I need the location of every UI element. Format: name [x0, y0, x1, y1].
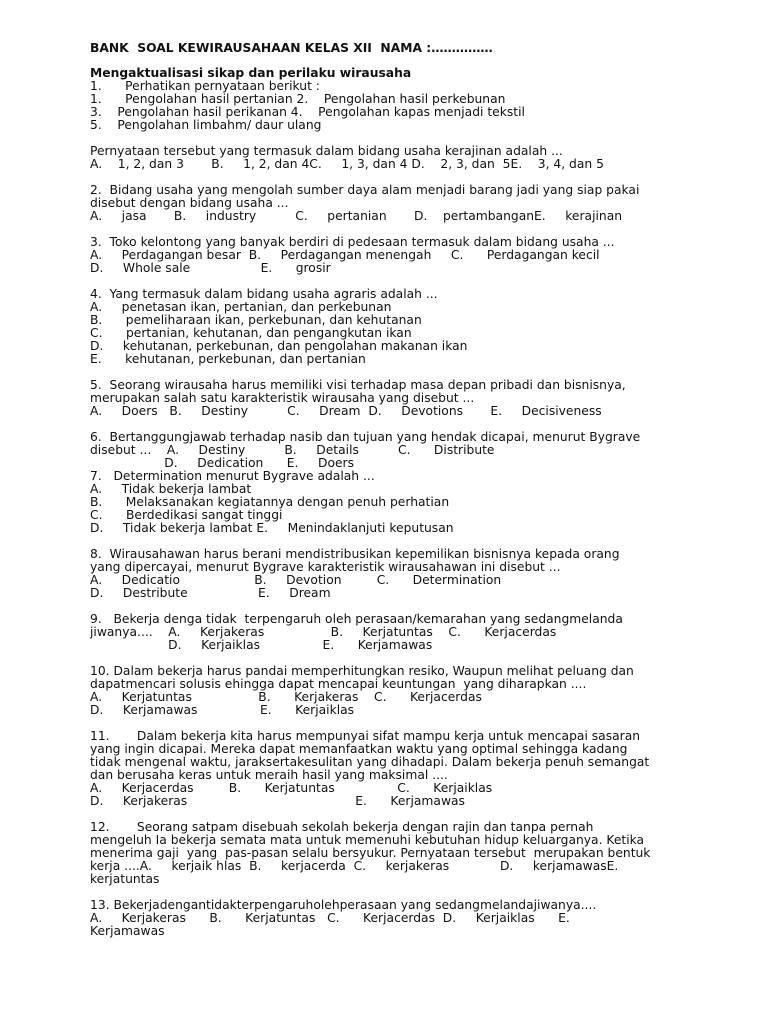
text-line: D. Destribute E. Dream — [90, 586, 331, 600]
text-line: yang ingin dicapai. Mereka dapat memanfaatkan waktu yang optimal sehingga kadang — [90, 742, 628, 756]
text-line: menerima gaji yang pas-pasan selalu bersyukur. Pernyataan tersebut merupakan bentuk — [90, 846, 651, 860]
text-line: D. Tidak bekerja lambat E. Menindaklanjuti keputusan — [90, 521, 454, 535]
text-line: D. kehutanan, perkebunan, dan pengolahan makanan ikan — [90, 339, 468, 353]
text-line: 9. Bekerja denga tidak terpengaruh oleh perasaan/kemarahan yang sedangmelanda — [90, 612, 623, 626]
section-heading: Mengaktualisasi sikap dan perilaku wirausaha — [90, 66, 412, 80]
text-line: kerjatuntas — [90, 872, 160, 886]
text-line: A. Dedicatio B. Devotion C. Determination — [90, 573, 502, 587]
text-line: disebut ... A. Destiny B. Details C. Distribute — [90, 443, 495, 457]
text-line: Pernyataan tersebut yang termasuk dalam bidang usaha kerajinan adalah ... — [90, 144, 563, 158]
text-line: 10. Dalam bekerja harus pandai memperhitungkan resiko, Waupun melihat peluang dan — [90, 664, 634, 678]
text-line: 1. Pengolahan hasil pertanian 2. Pengolahan hasil perkebunan — [90, 92, 506, 106]
text-line: disebut dengan bidang usaha ... — [90, 196, 289, 210]
text-line: yang dipercayai, menurut Bygrave karakteristik wirausahawan ini disebut ... — [90, 560, 561, 574]
text-line: mengeluh Ia bekerja semata mata untuk memenuhi kebutuhan hidup keluarganya. Ketika — [90, 833, 645, 847]
text-line: 3. Pengolahan hasil perikanan 4. Pengolahan kapas menjadi tekstil — [90, 105, 525, 119]
text-line: A. Kerjakeras B. Kerjatuntas C. Kerjacerdas D. Kerjaiklas E. — [90, 911, 570, 925]
text-line: 2. Bidang usaha yang mengolah sumber daya alam menjadi barang jadi yang siap pakai — [90, 183, 640, 197]
text-line: 7. Determination menurut Bygrave adalah ... — [90, 469, 375, 483]
document-title: BANK SOAL KEWIRAUSAHAAN KELAS XII NAMA :…………… — [90, 41, 493, 55]
text-line: A. Kerjacerdas B. Kerjatuntas C. Kerjaiklas — [90, 781, 493, 795]
text-line: D. Kerjamawas E. Kerjaiklas — [90, 703, 355, 717]
text-line: D. Dedication E. Doers — [90, 456, 354, 470]
text-line: dan berusaha keras untuk meraih hasil yang maksimal .... — [90, 768, 448, 782]
text-line: A. jasa B. industry C. pertanian D. pertambanganE. kerajinan — [90, 209, 623, 223]
text-line: D. Kerjaiklas E. Kerjamawas — [90, 638, 433, 652]
text-line: 4. Yang termasuk dalam bidang usaha agraris adalah ... — [90, 287, 438, 301]
text-line: A. Tidak bekerja lambat — [90, 482, 252, 496]
text-line: 1. Perhatikan pernyataan berikut : — [90, 79, 320, 93]
text-line: kerja ....A. kerjaik hlas B. kerjacerda C. kerjakeras D. kerjamawasE. — [90, 859, 619, 873]
text-line: 13. Bekerjadengantidakterpengaruholehperasaan yang sedangmelandajiwanya.... — [90, 898, 597, 912]
text-line: A. penetasan ikan, pertanian, dan perkebunan — [90, 300, 392, 314]
text-line: 5. Pengolahan limbahm/ daur ulang — [90, 118, 322, 132]
text-line: 8. Wirausahawan harus berani mendistribusikan kepemilikan bisnisnya kepada orang — [90, 547, 620, 561]
text-line: 5. Seorang wirausaha harus memiliki visi terhadap masa depan pribadi dan bisnisnya, — [90, 378, 626, 392]
text-line: C. Berdedikasi sangat tinggi — [90, 508, 283, 522]
text-line: B. Melaksanakan kegiatannya dengan penuh perhatian — [90, 495, 450, 509]
text-line: jiwanya.... A. Kerjakeras B. Kerjatuntas C. Kerjacerdas — [90, 625, 557, 639]
text-line: C. pertanian, kehutanan, dan pengangkutan ikan — [90, 326, 412, 340]
text-line: A. 1, 2, dan 3 B. 1, 2, dan 4C. 1, 3, dan 4 D. 2, 3, dan 5E. 3, 4, dan 5 — [90, 157, 604, 171]
text-line: merupakan salah satu karakteristik wirausaha yang disebut ... — [90, 391, 475, 405]
text-line: E. kehutanan, perkebunan, dan pertanian — [90, 352, 366, 366]
text-line: 6. Bertanggungjawab terhadap nasib dan tujuan yang hendak dicapai, menurut Bygrave — [90, 430, 641, 444]
text-line: Kerjamawas — [90, 924, 165, 938]
text-line: D. Whole sale E. grosir — [90, 261, 331, 275]
text-line: tidak mengenal waktu, jaraksertakesulitan yang dihadapi. Dalam bekerja penuh semangat — [90, 755, 650, 769]
text-line: A. Perdagangan besar B. Perdagangan menengah C. Perdagangan kecil — [90, 248, 600, 262]
text-line: A. Doers B. Destiny C. Dream D. Devotions E. Decisiveness — [90, 404, 602, 418]
text-line: 12. Seorang satpam disebuah sekolah bekerja dengan rajin dan tanpa pernah — [90, 820, 594, 834]
text-line: A. Kerjatuntas B. Kerjakeras C. Kerjacerdas — [90, 690, 482, 704]
text-line: 11. Dalam bekerja kita harus mempunyai sifat mampu kerja untuk mencapai sasaran — [90, 729, 641, 743]
text-line: 3. Toko kelontong yang banyak berdiri di pedesaan termasuk dalam bidang usaha ... — [90, 235, 615, 249]
text-line: B. pemeliharaan ikan, perkebunan, dan kehutanan — [90, 313, 422, 327]
text-line: D. Kerjakeras E. Kerjamawas — [90, 794, 465, 808]
text-line: dapatmencari solusis ehingga dapat mencapai keuntungan yang diharapkan .... — [90, 677, 587, 691]
